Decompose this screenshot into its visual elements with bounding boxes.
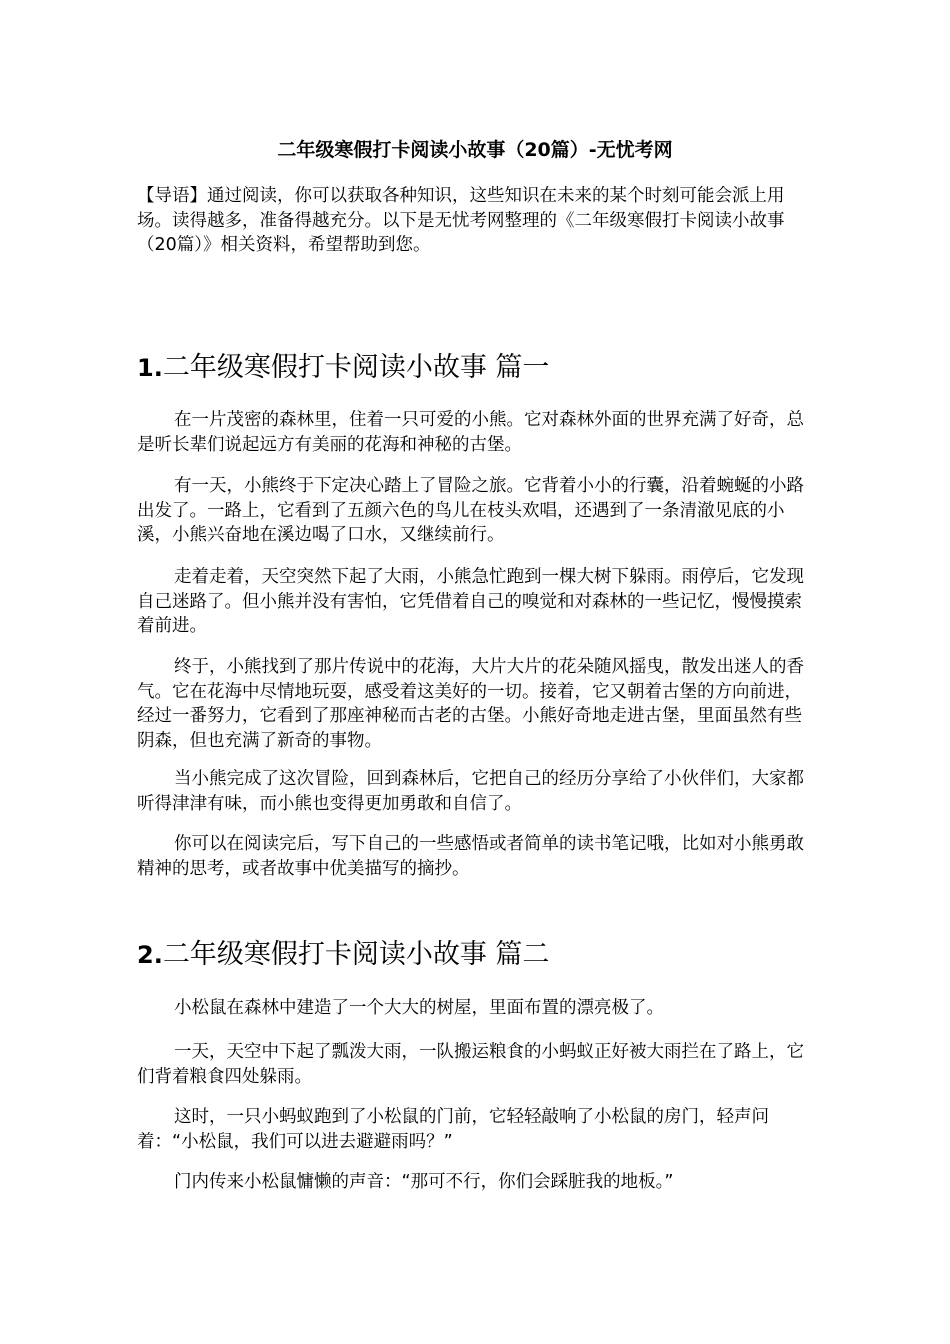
story-paragraph: 终于，小熊找到了那片传说中的花海，大片大片的花朵随风摇曳，散发出迷人的香气。它在花海中尽情地玩耍，感受着这美好的一切。接着，它又朝着古堡的方向前进，经过一番努力，它看到了那座神秘而古老的古堡。小熊好奇地走进古堡，里面虽然有些阴森，但也充满了新奇的事物。: [137, 657, 804, 751]
story-paragraph: 在一片茂密的森林里，住着一只可爱的小熊。它对森林外面的世界充满了好奇，总是听长辈们说起远方有美丽的花海和神秘的古堡。: [137, 410, 804, 455]
section-number: 2.: [137, 941, 163, 969]
intro-paragraph: 【导语】通过阅读，你可以获取各种知识，这些知识在未来的某个时刻可能会派上用场。读得越多，准备得越充分。以下是无忧考网整理的《二年级寒假打卡阅读小故事（20篇）》相关资料，希望帮助到您。: [137, 186, 785, 255]
story-paragraph: 一天，天空中下起了瓢泼大雨，一队搬运粮食的小蚂蚁正好被大雨拦在了路上，它们背着粮食四处躲雨。: [137, 1042, 804, 1087]
section-heading-1: [137, 350, 837, 386]
story-paragraph: 门内传来小松鼠慵懒的声音：“那可不行，你们会踩脏我的地板。”: [174, 1172, 674, 1192]
section-number: 1.: [137, 354, 163, 382]
story-paragraph: 小松鼠在森林中建造了一个大大的树屋，里面布置的漂亮极了。: [174, 998, 664, 1018]
section-heading-2: [137, 937, 837, 973]
section-title: 二年级寒假打卡阅读小故事 篇二: [162, 939, 550, 970]
story-paragraph: 走着走着，天空突然下起了大雨，小熊急忙跑到一棵大树下躲雨。雨停后，它发现自己迷路了。但小熊并没有害怕，它凭借着自己的嗅觉和对森林的一些记忆，慢慢摸索着前进。: [137, 567, 804, 636]
document-title: 二年级寒假打卡阅读小故事（20篇）-无忧考网: [277, 139, 673, 161]
story-paragraph: 你可以在阅读完后，写下自己的一些感悟或者简单的读书笔记哦，比如对小熊勇敢精神的思考，或者故事中优美描写的摘抄。: [137, 834, 804, 879]
story-paragraph: 这时，一只小蚂蚁跑到了小松鼠的门前，它轻轻敲响了小松鼠的房门，轻声问着：“小松鼠，我们可以进去避避雨吗？”: [137, 1107, 769, 1152]
story-paragraph: 当小熊完成了这次冒险，回到森林后，它把自己的经历分享给了小伙伴们，大家都听得津津有味，而小熊也变得更加勇敢和自信了。: [137, 769, 804, 814]
story-paragraph: 有一天，小熊终于下定决心踏上了冒险之旅。它背着小小的行囊，沿着蜿蜒的小路出发了。一路上，它看到了五颜六色的鸟儿在枝头欢唱，还遇到了一条清澈见底的小溪，小熊兴奋地在溪边喝了口水，又继续前行。: [137, 476, 804, 545]
section-title: 二年级寒假打卡阅读小故事 篇一: [162, 352, 550, 383]
